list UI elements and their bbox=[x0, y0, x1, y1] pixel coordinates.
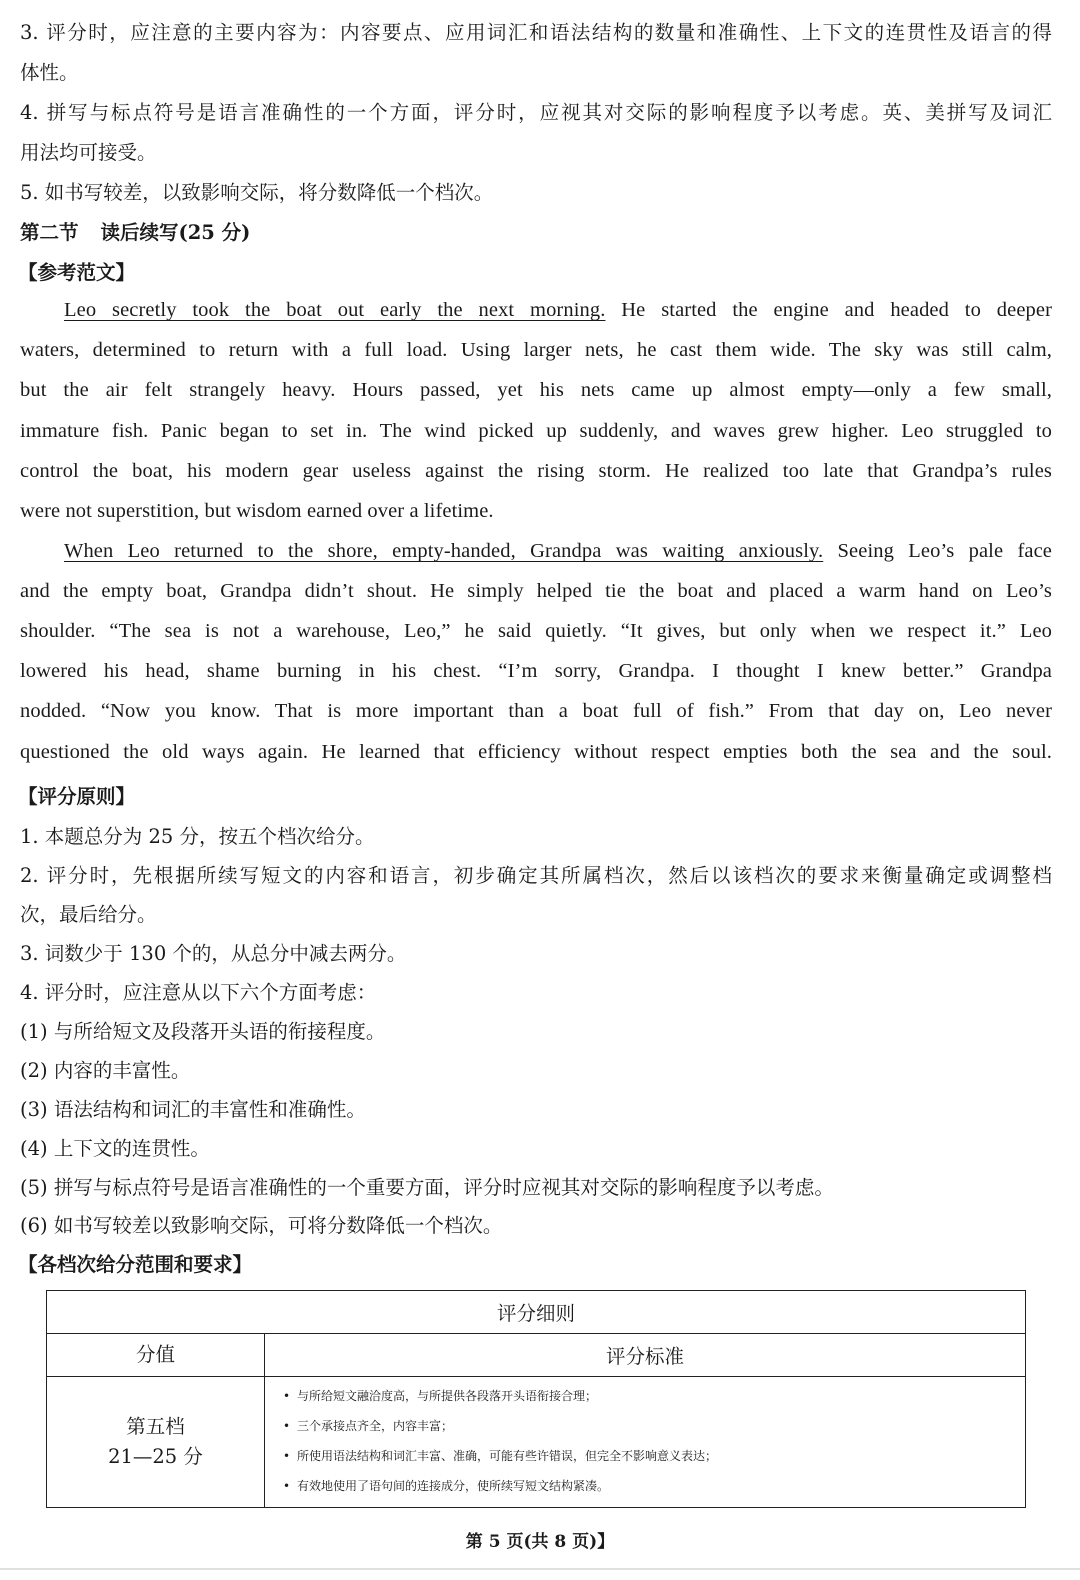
section-title bbox=[20, 217, 250, 245]
paragraph1-line: immature fish. Panic began to set in. The wind picked up suddenly, and waves grew higher. Leo struggled to bbox=[20, 420, 1052, 442]
paragraph2-line: lowered his head, shame burning in his chest. “I’m sorry, Grandpa. I thought I knew better.” Grandpa bbox=[20, 660, 1052, 682]
paragraph2-line: questioned the old ways again. He learned that efficiency without respect empties both the sea and the soul. bbox=[20, 741, 1052, 763]
page-footer: 第 5 页(共 8 页)】 bbox=[465, 1532, 615, 1552]
paragraph1-line: but the air felt strangely heavy. Hours passed, yet his nets came up almost empty—only a few small, bbox=[20, 379, 1052, 401]
item-3-line1: 3. 评分时，应注意的主要内容为：内容要点、应用词汇和语法结构的数量和准确性、上下文的连贯性及语言的得 bbox=[20, 21, 1052, 44]
bullet-icon: • bbox=[283, 1389, 291, 1403]
column-header-criteria: 评分标准 bbox=[265, 1334, 1026, 1377]
column-header-score: 分值 bbox=[47, 1334, 265, 1377]
table-caption: 评分细则 bbox=[47, 1291, 1026, 1334]
section-name: 读后续写(25 分) bbox=[100, 221, 251, 244]
paragraph1-line: control the boat, his modern gear useless against the rising storm. He realized too late that Grandpa’s rules bbox=[20, 460, 1052, 482]
bullet-icon: • bbox=[283, 1479, 291, 1493]
bottom-divider bbox=[0, 1568, 1080, 1570]
paragraph2-opening: When Leo returned to the shore, empty-handed, Grandpa was waiting anxiously. bbox=[64, 540, 824, 562]
rubric-table bbox=[46, 1290, 1026, 1508]
criteria-item: • 与所给短文融洽度高，与所提供各段落开头语衔接合理； bbox=[283, 1381, 1025, 1411]
principle-4-1: (1) 与所给短文及段落开头语的衔接程度。 bbox=[20, 1020, 386, 1043]
level-cell bbox=[47, 1377, 265, 1508]
level-range: 21—25 分 bbox=[108, 1445, 203, 1468]
section-number: 第二节 bbox=[20, 221, 79, 244]
bullet-icon: • bbox=[283, 1419, 291, 1433]
item-4-line1: 4. 拼写与标点符号是语言准确性的一个方面，评分时，应视其对交际的影响程度予以考虑。英、美拼写及词汇 bbox=[20, 101, 1052, 124]
level-name: 第五档 bbox=[126, 1415, 185, 1438]
item-3-line2: 体性。 bbox=[20, 61, 79, 84]
principle-1: 1. 本题总分为 25 分，按五个档次给分。 bbox=[20, 825, 375, 848]
criteria-item: • 三个承接点齐全，内容丰富； bbox=[283, 1411, 1025, 1441]
criteria-item: • 有效地使用了语句间的连接成分，使所续写短文结构紧凑。 bbox=[283, 1471, 1025, 1501]
bullet-icon: • bbox=[283, 1449, 291, 1463]
item-5: 5. 如书写较差，以致影响交际，将分数降低一个档次。 bbox=[20, 181, 494, 204]
principle-3: 3. 词数少于 130 个的，从总分中减去两分。 bbox=[20, 942, 407, 965]
levels-heading: 【各档次给分范围和要求】 bbox=[18, 1253, 253, 1276]
paragraph1-line1: Leo secretly took the boat out early the next morning. He started the engine and headed to deeper bbox=[64, 299, 1052, 321]
sample-heading: 【参考范文】 bbox=[18, 261, 136, 284]
paragraph2-line1: When Leo returned to the shore, empty-handed, Grandpa was waiting anxiously. Seeing Leo’s pale face bbox=[64, 540, 1052, 562]
paragraph1-opening: Leo secretly took the boat out early the next morning. bbox=[64, 299, 606, 321]
principle-4-4: (4) 上下文的连贯性。 bbox=[20, 1137, 210, 1160]
principle-4: 4. 评分时，应注意从以下六个方面考虑： bbox=[20, 981, 377, 1004]
principle-2-line1: 2. 评分时，先根据所续写短文的内容和语言，初步确定其所属档次，然后以该档次的要求来衡量确定或调整档 bbox=[20, 864, 1052, 887]
paragraph2-line: shoulder. “The sea is not a warehouse, Leo,” he said quietly. “It gives, but only when we respect it.” Leo bbox=[20, 620, 1052, 642]
paragraph1-line: were not superstition, but wisdom earned over a lifetime. bbox=[20, 500, 494, 522]
paragraph2-line: and the empty boat, Grandpa didn’t shout. He simply helped tie the boat and placed a warm hand on Leo’s bbox=[20, 580, 1052, 602]
principle-4-3: (3) 语法结构和词汇的丰富性和准确性。 bbox=[20, 1098, 366, 1121]
criteria-item: • 所使用语法结构和词汇丰富、准确，可能有些许错误，但完全不影响意义表达； bbox=[283, 1441, 1025, 1471]
principle-4-2: (2) 内容的丰富性。 bbox=[20, 1059, 191, 1082]
principle-4-6: (6) 如书写较差以致影响交际，可将分数降低一个档次。 bbox=[20, 1214, 503, 1237]
principle-2-line2: 次，最后给分。 bbox=[20, 903, 157, 926]
criteria-cell bbox=[265, 1377, 1026, 1508]
item-4-line2: 用法均可接受。 bbox=[20, 141, 157, 164]
paragraph2-line: nodded. “Now you know. That is more important than a boat full of fish.” From that day on, Leo never bbox=[20, 700, 1052, 722]
paragraph1-line: waters, determined to return with a full load. Using larger nets, he cast them wide. The sky was still calm, bbox=[20, 339, 1052, 361]
principles-heading: 【评分原则】 bbox=[18, 785, 136, 808]
principle-4-5: (5) 拼写与标点符号是语言准确性的一个重要方面，评分时应视其对交际的影响程度予以考虑。 bbox=[20, 1176, 834, 1199]
table-row bbox=[47, 1377, 1026, 1508]
